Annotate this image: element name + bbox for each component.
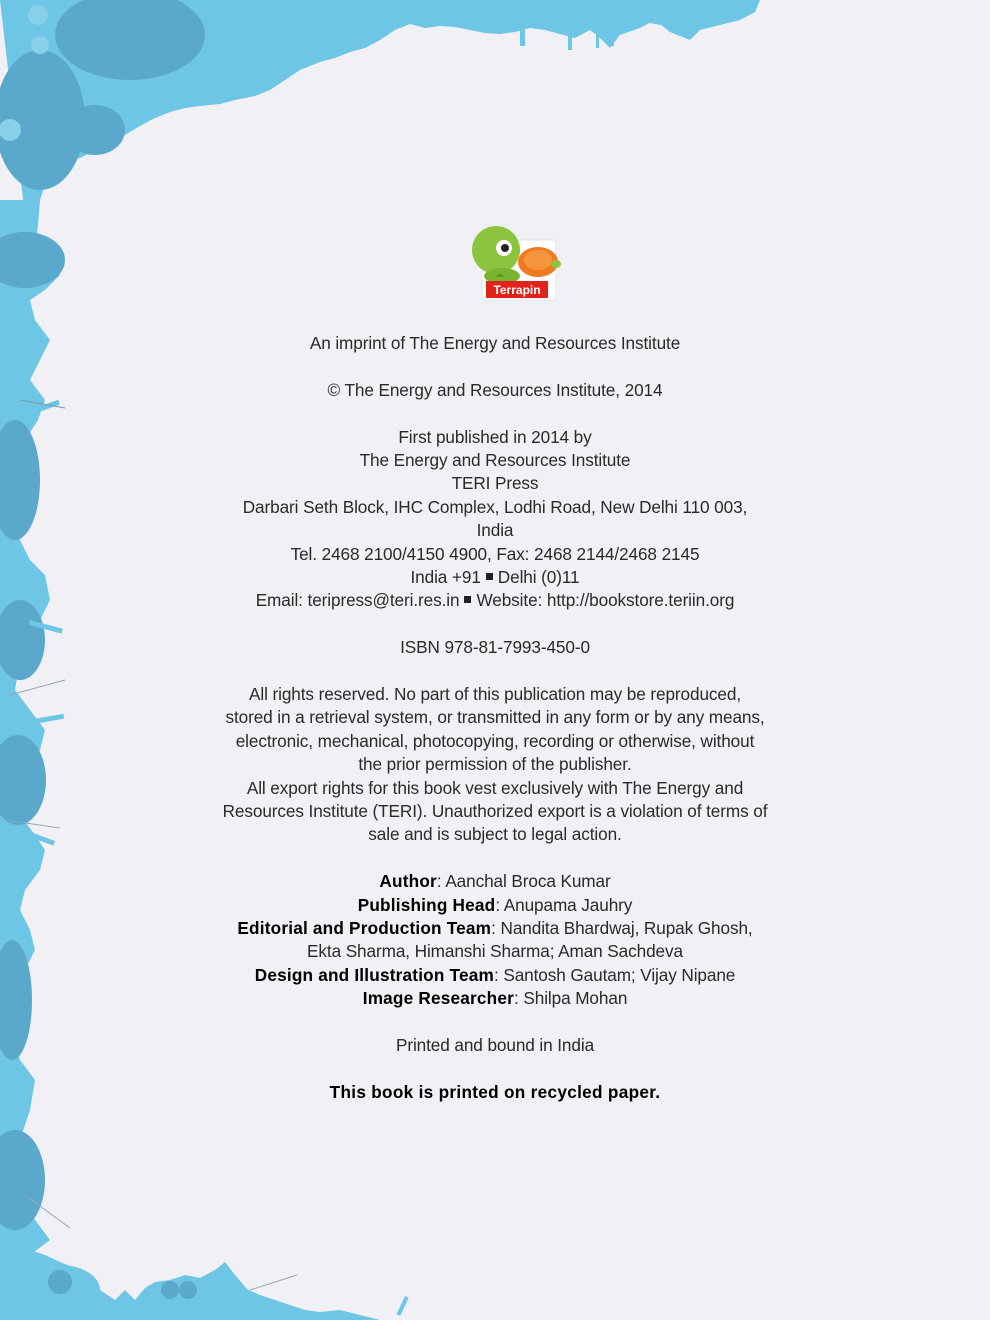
- credit-value: : Anupama Jauhry: [495, 894, 633, 915]
- isbn: ISBN 978-81-7993-450-0: [400, 637, 590, 658]
- flower-mark: [161, 1281, 179, 1299]
- left-splash-blob: [0, 232, 65, 288]
- rights-line: stored in a retrieval system, or transmitted in any form or by any means,: [225, 707, 765, 728]
- left-splash-blob: [0, 940, 32, 1060]
- credit-label: Author: [379, 871, 437, 892]
- credit-image-researcher: [195, 987, 795, 1010]
- rights-line: All rights reserved. No part of this publication may be reproduced,: [249, 684, 741, 705]
- terrapin-logo: [468, 220, 562, 302]
- left-splash-blob: [0, 1130, 45, 1230]
- rights-line: the prior permission of the publisher.: [358, 754, 632, 775]
- publisher-imprint: TERI Press: [451, 473, 539, 494]
- credit-publishing-head: [195, 894, 795, 917]
- contact-line: [195, 589, 795, 612]
- credit-label: Image Researcher: [362, 988, 515, 1009]
- credit-label: Publishing Head: [357, 894, 496, 915]
- credit-label: Editorial and Production Team: [237, 918, 492, 939]
- email-link[interactable]: Email: teripress@teri.res.in: [255, 590, 460, 611]
- rights-line: Resources Institute (TERI). Unauthorized export is a violation of terms of: [222, 801, 768, 822]
- city-code: Delhi (0)11: [497, 567, 580, 588]
- dialing-codes: [195, 566, 795, 589]
- top-splash-blob: [65, 105, 125, 155]
- flower-mark: [0, 119, 21, 141]
- bottom-splash-shape: [0, 1250, 380, 1320]
- publisher-name: The Energy and Resources Institute: [359, 450, 631, 470]
- country-code: India +91: [410, 567, 481, 588]
- flower-mark: [31, 36, 49, 54]
- rights-line: sale and is subject to legal action.: [368, 824, 622, 845]
- left-splash-shape: [0, 200, 60, 1260]
- credit-value: : Santosh Gautam; Vijay Nipane: [493, 964, 736, 985]
- credit-editorial-cont: Ekta Sharma, Himanshi Sharma; Aman Sachdeva: [307, 941, 683, 962]
- copyright-page-content: [195, 332, 795, 1104]
- left-splash-blob: [0, 600, 45, 680]
- bottom-splash-blob: [20, 1265, 100, 1315]
- printed-line: Printed and bound in India: [395, 1035, 595, 1056]
- rights-line: electronic, mechanical, photocopying, recording or otherwise, without: [235, 730, 755, 751]
- top-splash-shape: [0, 0, 760, 260]
- publisher-country: India: [476, 520, 514, 541]
- bullet-square-icon: [464, 596, 471, 603]
- publisher-phone: Tel. 2468 2100/4150 4900, Fax: 2468 2144/2468 2145: [290, 543, 700, 564]
- rights-line: All export rights for this book vest exclusively with The Energy and: [246, 777, 744, 798]
- flower-mark: [48, 1270, 72, 1294]
- credit-value: : Aanchal Broca Kumar: [436, 871, 611, 892]
- credit-value: : Shilpa Mohan: [514, 988, 628, 1009]
- left-splash-blob: [0, 420, 40, 540]
- bullet-square-icon: [486, 573, 493, 580]
- top-splash-blob: [620, 0, 740, 26]
- credit-author: [195, 870, 795, 893]
- top-splash-blob: [55, 0, 205, 80]
- first-published-line: First published in 2014 by: [398, 426, 592, 447]
- credit-design: [195, 964, 795, 987]
- flower-mark: [28, 5, 48, 25]
- recycled-paper-note: This book is printed on recycled paper.: [329, 1081, 661, 1102]
- logo-label: Terrapin: [493, 283, 541, 297]
- top-splash-blob: [0, 50, 85, 190]
- flower-mark: [179, 1281, 197, 1299]
- left-splash-blob: [0, 735, 46, 825]
- publisher-address: Darbari Seth Block, IHC Complex, Lodhi Road, New Delhi 110 003,: [242, 496, 748, 517]
- imprint-line: An imprint of The Energy and Resources Institute: [309, 333, 681, 353]
- credit-label: Design and Illustration Team: [254, 964, 494, 985]
- website-link[interactable]: Website: http://bookstore.teriin.org: [476, 590, 735, 611]
- credit-editorial: [195, 917, 795, 940]
- copyright-line: © The Energy and Resources Institute, 2014: [327, 379, 663, 400]
- credit-value: : Nandita Bhardwaj, Rupak Ghosh,: [491, 918, 753, 939]
